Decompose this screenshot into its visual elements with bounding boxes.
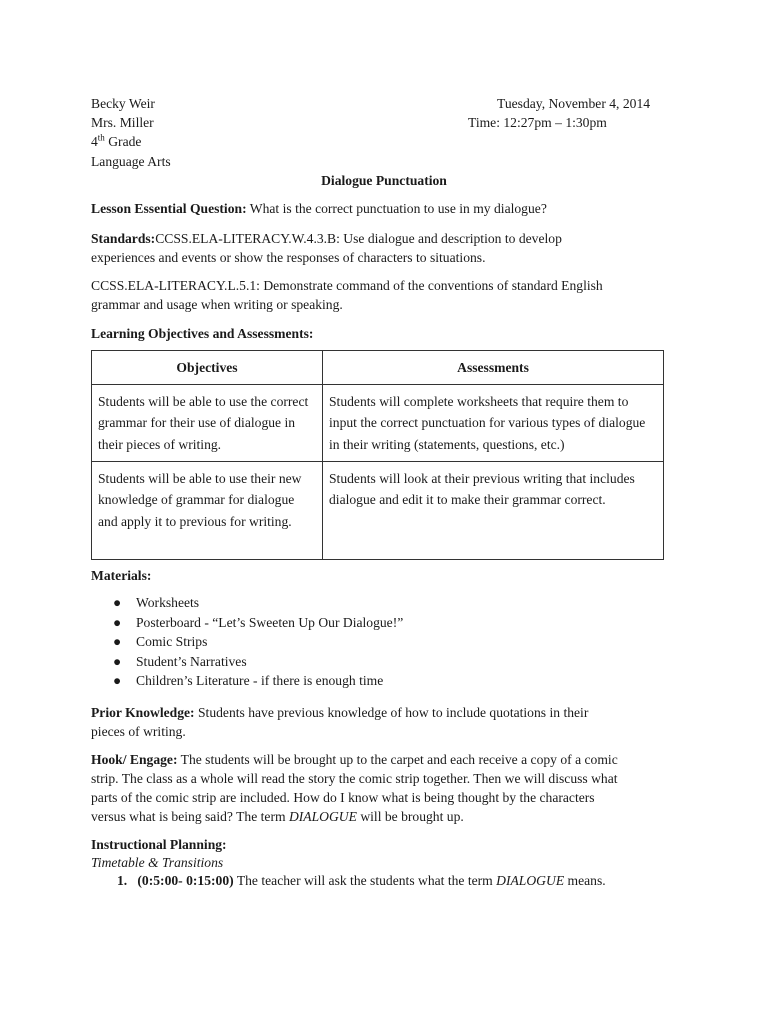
lesson-time: Time: 12:27pm – 1:30pm: [468, 115, 607, 130]
table-row: [92, 384, 664, 461]
assessments-column-header: Assessments: [323, 351, 664, 385]
essential-question-text: What is the correct punctuation to use in my dialogue?: [246, 201, 547, 216]
standards-label: Standards:: [91, 231, 156, 246]
step-text: The teacher will ask the students what the term: [233, 873, 497, 888]
objectives-column-header: Objectives: [92, 351, 323, 385]
hook-line-4-end: will be brought up.: [356, 809, 464, 824]
hook-line-4: [91, 807, 464, 826]
hook-label: Hook/ Engage:: [91, 752, 178, 767]
student-name: Becky Weir: [91, 96, 155, 111]
material-text: Children’s Literature - if there is enough time: [136, 673, 384, 689]
list-item: [91, 632, 403, 652]
objectives-heading: Learning Objectives and Assessments:: [91, 326, 314, 341]
subject: Language Arts: [91, 154, 171, 169]
prior-knowledge: [91, 703, 588, 722]
standard-2-continued: grammar and usage when writing or speaking.: [91, 297, 343, 312]
bullet-icon: ●: [113, 614, 122, 630]
assessment-cell: Students will look at their previous writing that includes dialogue and edit it to make their grammar correct.: [323, 461, 664, 559]
grade-ordinal: th: [97, 132, 105, 143]
material-text: Comic Strips: [136, 634, 208, 650]
essential-question-label: Lesson Essential Question:: [91, 201, 247, 216]
document-title: Dialogue Punctuation: [321, 173, 447, 188]
objective-cell: Students will be able to use their new knowledge of grammar for dialogue and apply it to previous for writing.: [92, 461, 323, 559]
prior-knowledge-continued: pieces of writing.: [91, 724, 186, 739]
list-item: [91, 613, 403, 633]
teacher-name: Mrs. Miller: [91, 115, 154, 130]
standard-1-text: CCSS.ELA-LITERACY.W.4.3.B: Use dialogue and description to develop: [155, 231, 562, 246]
prior-knowledge-label: Prior Knowledge:: [91, 705, 195, 720]
material-text: Student’s Narratives: [136, 653, 247, 669]
table-row: [92, 461, 664, 559]
bullet-icon: ●: [113, 634, 122, 650]
standard-2-text: CCSS.ELA-LITERACY.L.5.1: Demonstrate command of the conventions of standard English: [91, 278, 603, 293]
hook-text: The students will be brought up to the carpet and each receive a copy of a comic: [177, 752, 618, 767]
step-number: 1.: [117, 873, 128, 888]
bullet-icon: ●: [113, 653, 122, 669]
standard-1-continued: experiences and events or show the responses of characters to situations.: [91, 250, 486, 265]
hook-engage: [91, 750, 618, 769]
step-text-end: means.: [564, 873, 606, 888]
materials-list: [91, 593, 403, 691]
timetable-subheading: Timetable & Transitions: [91, 855, 224, 870]
objective-cell: Students will be able to use the correct grammar for their use of dialogue in their pieces of writing.: [92, 384, 323, 461]
material-text: Worksheets: [136, 595, 200, 610]
standards-line-1: [91, 229, 562, 248]
prior-knowledge-text: Students have previous knowledge of how to include quotations in their: [194, 705, 589, 720]
grade-word: Grade: [108, 134, 142, 149]
table-header-row: [92, 351, 664, 385]
bullet-icon: ●: [113, 673, 122, 689]
list-item: [91, 671, 403, 691]
essential-question: [91, 199, 547, 218]
list-item: [91, 652, 403, 672]
step-1: [117, 871, 606, 890]
hook-line-4-text: versus what is being said? The term: [91, 809, 289, 824]
instructional-planning-heading: Instructional Planning:: [91, 837, 227, 852]
bullet-icon: ●: [113, 595, 122, 610]
grade-level: [91, 132, 141, 151]
lesson-date: Tuesday, November 4, 2014: [497, 96, 651, 111]
materials-heading: Materials:: [91, 568, 152, 583]
list-item: [91, 593, 403, 613]
hook-line-2: strip. The class as a whole will read the story the comic strip together. Then we will discuss what: [91, 771, 618, 786]
dialogue-term: DIALOGUE: [288, 809, 357, 824]
grade-number: 4: [91, 134, 98, 149]
step-time: (0:5:00- 0:15:00): [137, 873, 234, 888]
hook-line-3: parts of the comic strip are included. How do I know what is being thought by the characters: [91, 790, 595, 805]
material-text: Posterboard - “Let’s Sweeten Up Our Dialogue!”: [136, 614, 404, 630]
assessment-cell: Students will complete worksheets that require them to input the correct punctuation for various types of dialogue in their writing (statements, questions, etc.): [323, 384, 664, 461]
objectives-table: [91, 350, 664, 560]
dialogue-term: DIALOGUE: [496, 873, 565, 888]
